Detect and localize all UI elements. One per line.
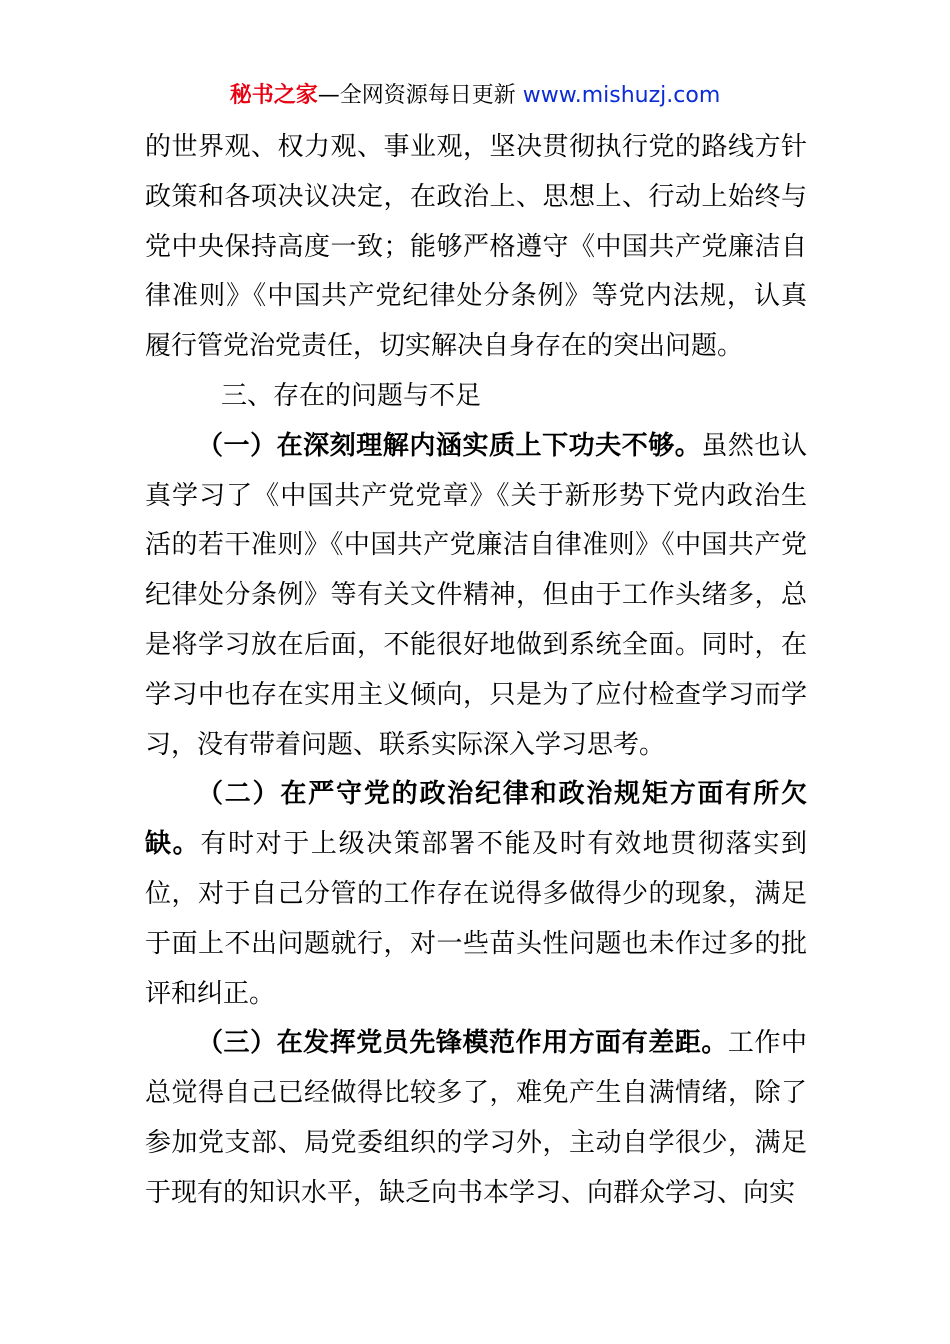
item-3-body: 工作中总觉得自己已经做得比较多了，难免产生自满情绪，除了参加党支部、局党委组织的学习外，主动自学很少，满足于现有的知识水平，缺乏向书本学习、向群众学习、向实 — [145, 1028, 807, 1208]
item-2-body: 有时对于上级决策部署不能及时有效地贯彻落实到位，对于自己分管的工作存在说得多做得少的现象，满足于面上不出问题就行，对一些苗头性问题也未作过多的批评和纠正。 — [145, 829, 807, 1009]
paragraph-item-1 — [145, 422, 807, 771]
paragraph-item-3 — [145, 1019, 807, 1218]
item-2-title: （二）在严守党的政治纪律和政治规矩方面有所欠缺。 — [145, 779, 807, 860]
item-1-title: （一）在深刻理解内涵实质上下功夫不够。 — [197, 430, 702, 461]
header-slogan: —全网资源每日更新 — [317, 83, 523, 108]
paragraph-item-2 — [145, 770, 807, 1019]
item-1-body: 虽然也认真学习了《中国共产党党章》《关于新形势下党内政治生活的若干准则》《中国共产党廉洁自律准则》《中国共产党纪律处分条例》等有关文件精神，但由于工作头绪多，总是将学习放在后面，不能很好地做到系统全面。同时，在学习中也存在实用主义倾向，只是为了应付检查学习而学习，没有带着问题、联系实际深入学习思考。 — [145, 430, 807, 760]
section-heading-problems: 三、存在的问题与不足 — [221, 380, 482, 411]
header-brand: 秘书之家 — [229, 83, 318, 108]
paragraph-continuation: 的世界观、权力观、事业观，坚决贯彻执行党的路线方针政策和各项决议决定，在政治上、思想上、行动上始终与党中央保持高度一致；能够严格遵守《中国共产党廉洁自律准则》《中国共产党纪律处分条例》等党内法规，认真履行管党治党责任，切实解决自身存在的突出问题。 — [145, 132, 807, 362]
document-body — [145, 123, 807, 1219]
page-header — [0, 80, 950, 112]
header-url[interactable]: www.mishuzj.com — [522, 83, 721, 108]
item-3-title: （三）在发挥党员先锋模范作用方面有差距。 — [197, 1028, 728, 1059]
